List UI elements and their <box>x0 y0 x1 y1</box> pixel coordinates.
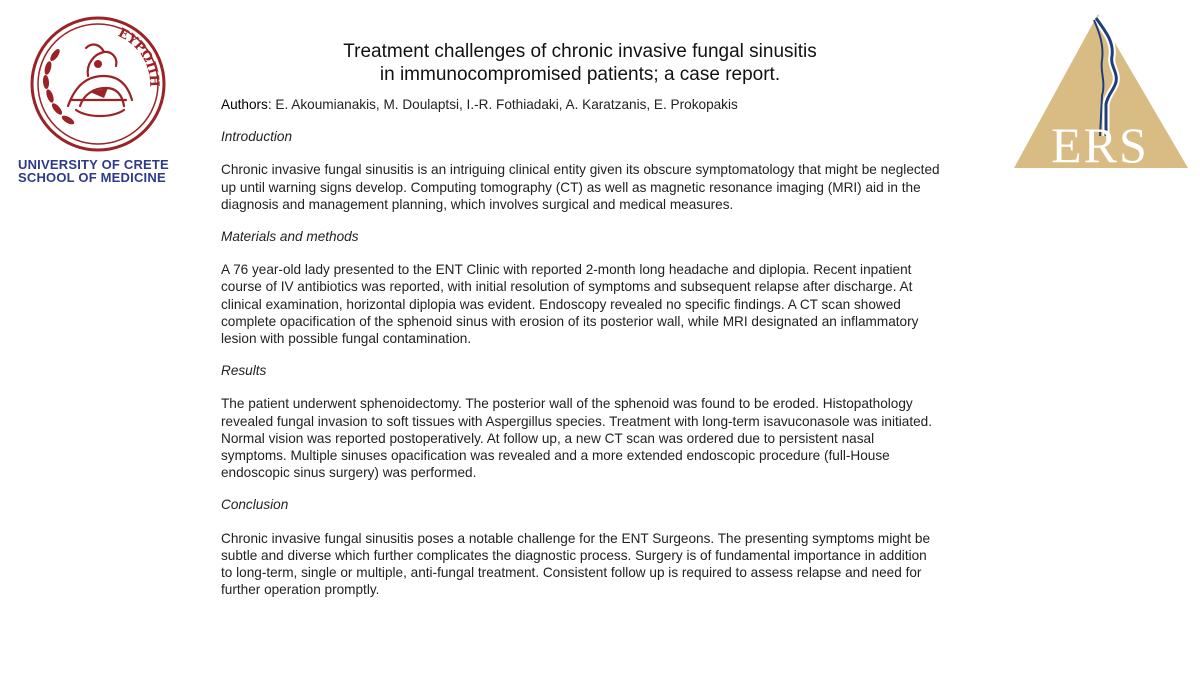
university-name-line1: UNIVERSITY OF CRETE <box>18 157 169 172</box>
university-name-line2: SCHOOL OF MEDICINE <box>18 170 166 185</box>
introduction-text: Chronic invasive fungal sinusitis is an intriguing clinical entity given its obscure symptomatology that might be neglected up until warning signs develop. Computing tomography (CT) as well as magnetic resonance imaging (MRI) aid in the diagnosis and management planning, which involves surgical and medical measures. <box>221 162 940 212</box>
ers-logo <box>1010 12 1190 172</box>
university-name <box>18 158 178 184</box>
poster-title-line2: in immunocompromised patients; a case report. <box>379 64 781 85</box>
poster-title <box>300 40 860 86</box>
introduction-heading: Introduction <box>221 129 293 145</box>
authors-line <box>221 96 941 113</box>
results-text: The patient underwent sphenoidectomy. The posterior wall of the sphenoid was found to be eroded. Histopathology revealed fungal invasion to soft tissues with Aspergillus species. Treatment with long-term isavuconasole was initiated. Normal vision was reported postoperatively. At follow up, a new CT scan was ordered due to persistent nasal symptoms. Multiple sinuses opacification was revealed and a more extended endoscopic procedure (full-House endoscopic sinus surgery) was performed. <box>221 396 933 481</box>
materials-methods-text: A 76 year-old lady presented to the ENT Clinic with reported 2-month long headache and diplopia. Recent inpatient course of IV antibiotics was reported, with initial resolution of symptoms and subsequent relapse after discharge. At clinical examination, horizontal diplopia was evident. Endoscopy revealed no specific findings. A CT scan showed complete opacification of the sphenoid sinus with erosion of its posterior wall, while MRI designated an inflammatory lesion with possible fungal contamination. <box>221 262 919 347</box>
ers-logo-text: ERS <box>1051 117 1149 172</box>
poster-title-line1: Treatment challenges of chronic invasive fungal sinusitis <box>343 41 817 62</box>
conclusion-heading: Conclusion <box>221 497 289 513</box>
poster-content <box>221 96 941 598</box>
authors-names: : E. Akoumianakis, M. Doulaptsi, I.-R. Fothiadaki, A. Karatzanis, E. Prokopakis <box>267 97 738 112</box>
conclusion-text: Chronic invasive fungal sinusitis poses a notable challenge for the ENT Surgeons. The presenting symptoms might be subtle and diverse which further complicates the diagnostic process. Surgery is of fundamental importance in addition to long-term, single or multiple, anti-fungal treatment. Consistent follow up is required to assess relapse and need for further operation promptly. <box>221 530 931 598</box>
university-of-crete-logo <box>18 14 178 184</box>
results-heading: Results <box>221 363 267 379</box>
svg-text:ΕΥΡΩΠΗ: ΕΥΡΩΠΗ <box>115 25 162 88</box>
authors-label: Authors <box>221 97 268 112</box>
materials-methods-heading: Materials and methods <box>221 229 359 245</box>
university-seal-icon <box>28 14 168 154</box>
